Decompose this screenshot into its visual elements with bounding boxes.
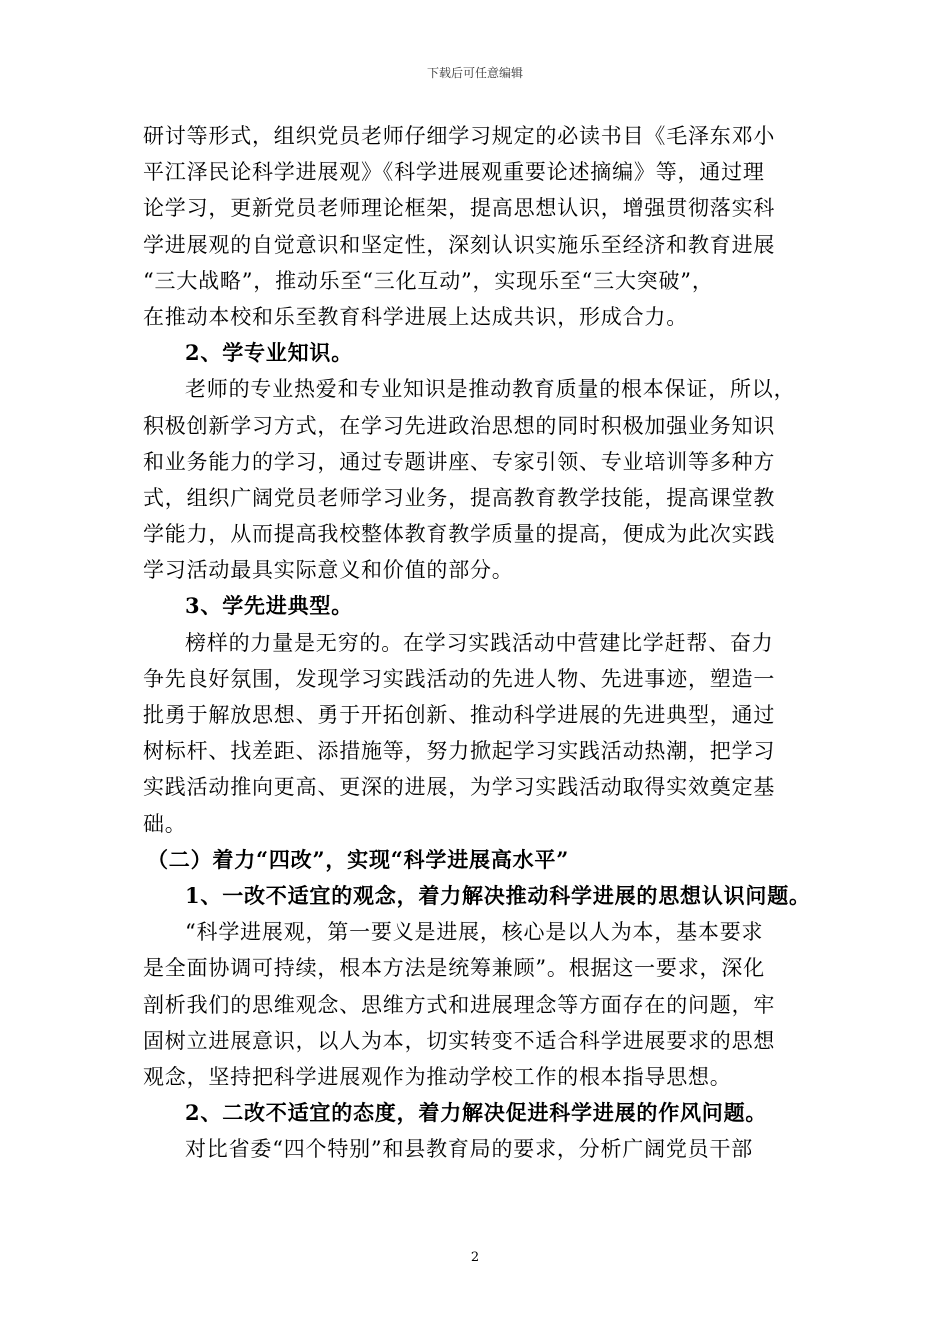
page-header: 下载后可任意编辑: [426, 66, 523, 80]
paragraph-line: 学习活动最具实际意义和价值的部分。: [143, 558, 514, 583]
paragraph-line: 研讨等形式，组织党员老师仔细学习规定的必读书目《毛泽东邓小: [143, 124, 776, 148]
paragraph-first-line: “科学进展观，第一要义是进展，核心是以人为本，基本要求: [185, 920, 764, 945]
paragraph-first-line: 老师的专业热爱和专业知识是推动教育质量的根本保证，所以，: [185, 377, 796, 402]
section-heading: 2、学专业知识。: [185, 340, 354, 366]
paragraph-line: 观念，坚持把科学进展观作为推动学校工作的根本指导思想。: [143, 1064, 732, 1089]
paragraph-line: 争先良好氛围，发现学习实践活动的先进人物、先进事迹，塑造一: [143, 666, 776, 691]
paragraph-line: “三大战略”，推动乐至“三化互动”，实现乐至“三大突破”，: [143, 268, 714, 293]
paragraph-line: 实践活动推向更高、更深的进展，为学习实践活动取得实效奠定基: [143, 775, 776, 800]
chapter-heading: （二）着力“四改”，实现“科学进展高水平”: [147, 846, 570, 872]
paragraph-line: 学能力，从而提高我校整体教育教学质量的提高，便成为此次实践: [143, 522, 776, 547]
paragraph-first-line: 对比省委“四个特别”和县教育局的要求，分析广阔党员干部: [185, 1137, 754, 1162]
paragraph-line: 树标杆、找差距、添措施等，努力掀起学习实践活动热潮，把学习: [143, 739, 776, 764]
paragraph-line: 剖析我们的思维观念、思维方式和进展理念等方面存在的问题，牢: [143, 992, 776, 1017]
paragraph-line: 式，组织广阔党员老师学习业务，提高教育教学技能，提高课堂教: [143, 485, 776, 510]
section-heading: 1、一改不适宜的观念，着力解决推动科学进展的思想认识问题。: [185, 882, 811, 908]
paragraph-line: 在推动本校和乐至教育科学进展上达成共识，形成合力。: [143, 304, 688, 329]
paragraph-line: 是全面协调可持续，根本方法是统筹兼顾”。根据这一要求，深化: [143, 956, 765, 981]
page-number: 2: [470, 1250, 480, 1265]
paragraph-line: 固树立进展意识，以人为本，切实转变不适合科学进展要求的思想: [143, 1028, 776, 1053]
paragraph-line: 学进展观的自觉意识和坚定性，深刻认识实施乐至经济和教育进展: [143, 232, 776, 257]
paragraph-line: 平江泽民论科学进展观》《科学进展观重要论述摘编》等，通过理: [143, 160, 765, 185]
section-heading: 3、学先进典型。: [185, 593, 354, 619]
paragraph-line: 和业务能力的学习，通过专题讲座、专家引领、专业培训等多种方: [143, 449, 776, 474]
document-body: [143, 118, 823, 1167]
paragraph-line: 批勇于解放思想、勇于开拓创新、推动科学进展的先进典型，通过: [143, 703, 776, 727]
paragraph-line: 论学习，更新党员老师理论框架，提高思想认识，增强贯彻落实科: [143, 196, 776, 221]
paragraph-first-line: 榜样的力量是无穷的。在学习实践活动中营建比学赶帮、奋力: [185, 630, 774, 655]
paragraph-line: 积极创新学习方式，在学习先进政治思想的同时积极加强业务知识: [143, 413, 776, 438]
paragraph-line: 础。: [143, 811, 187, 836]
section-heading: 2、二改不适宜的态度，着力解决促进科学进展的作风问题。: [185, 1100, 768, 1126]
